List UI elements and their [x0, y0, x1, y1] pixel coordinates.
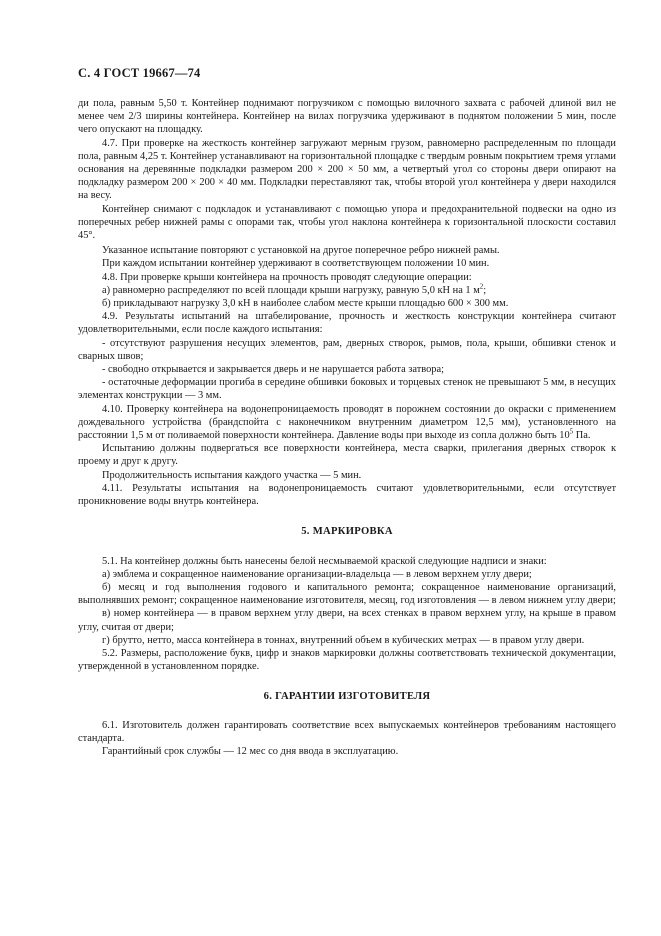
paragraph-4-10 [78, 403, 616, 443]
paragraph-tilt-test: Контейнер снимают с подкладок и устанавливают с помощью упора и предохранительной подвески на одно из поперечных ребер нижней рамы с опорами так, чтобы угол наклона контейнера к горизонтальной плоскости составил 45°. [78, 203, 616, 242]
paragraph-duration: Продолжительность испытания каждого участка — 5 мин. [102, 469, 362, 481]
paragraph-4-9: 4.9. Результаты испытаний на штабелирование, прочность и жесткость конструкции контейнера считают удовлетворительными, если после каждого испытания: [78, 311, 616, 336]
paragraph-4-8: 4.8. При проверке крыши контейнера на прочность проводят следующие операции: [102, 271, 472, 283]
superscript: 5 [569, 427, 574, 436]
paragraph-surfaces: Испытанию должны подвергаться все поверхности контейнера, места сварки, прилегания дверных створок к проему и друг к другу. [78, 443, 616, 468]
section-heading-marking: 5. МАРКИРОВКА [301, 526, 393, 538]
list-item-deformation: - остаточные деформации прогиба в середине обшивки боковых и торцевых стенок не превышают 5 мм, в несущих элементах конструкции — 3 мм. [78, 377, 616, 402]
section-heading-warranty: 6. ГАРАНТИИ ИЗГОТОВИТЕЛЯ [263, 691, 431, 703]
list-item-door-opens: - свободно открывается и закрывается дверь и не нарушается работа затвора; [102, 364, 444, 376]
paragraph-5-2: 5.2. Размеры, расположение букв, цифр и знаков маркировки должны соответствовать технической документации, утвержденной в установленном порядке. [78, 647, 616, 673]
paragraph-4-8-b: б) прикладывают нагрузку 3,0 кН в наиболее слабом месте крыши площадью 600 × 300 мм. [102, 298, 509, 310]
text-run: 4.10. Проверку контейнера на водонепроницаемость проводят в порожнем состоянии до окраски с применением дождевального устройства (брандспойта с наконечником внутренним диаметром 12,5 мм), установленного на расстоянии 1,5 м от поливаемой поверхности контейнера. Давление воды при выходе из сопла должно быть 10 [78, 403, 616, 442]
paragraph-4-8-a [78, 284, 616, 297]
list-item-5-1-a: а) эмблема и сокращенное наименование организации-владельца — в левом верхнем углу двери; [102, 568, 532, 580]
paragraph-6-1: 6.1. Изготовитель должен гарантировать соответствие всех выпускаемых контейнеров требованиям настоящего стандарта. [78, 719, 616, 744]
list-item-5-1-b: б) месяц и год выполнения годового и капитального ремонта; сокращенное наименование организаций, выполнявших ремонт; сокращенное наименование изготовителя, месяц, год изготовления — в левом нижнем углу двери; [78, 581, 616, 607]
paragraph-repeat-test: Указанное испытание повторяют с установкой на другое поперечное ребро нижней рамы. [102, 245, 500, 257]
running-header: С. 4 ГОСТ 19667—74 [78, 66, 201, 80]
paragraph-4-7: 4.7. При проверке на жесткость контейнер загружают мерным грузом, равномерно распределенным по площади пола, равным 4,25 т. Контейнер устанавливают на горизонтальной площадке с твердым ровным покрытием тремя углами основания на деревянные подкладки размером 200 × 200 × 50 мм, а четвертый угол со стороны двери опирают на подкладку размером 200 × 200 × 40 мм. Подкладки переставляют так, чтобы второй угол контейнера у двери находился на весу. [78, 137, 616, 202]
text-run: Па. [573, 430, 591, 442]
text-run: ; [483, 284, 487, 296]
paragraph-5-1: 5.1. На контейнер должны быть нанесены белой несмываемой краской следующие надписи и знаки: [102, 555, 547, 567]
body-text [78, 97, 616, 758]
paragraph-continuation: ди пола, равным 5,50 т. Контейнер поднимают погрузчиком с помощью вилочного захвата с рабочей длиной вил не менее чем 2/3 ширины контейнера. Контейнер на вилах погрузчика удерживают в поднятом положении 5 мин, после чего опускают на площадку. [78, 98, 616, 136]
list-item-no-damage: - отсутствуют разрушения несущих элементов, рам, дверных створок, рымов, пола, крыши, обшивки стенок и сварных швов; [78, 337, 616, 362]
paragraph-hold-time: При каждом испытании контейнер удерживают в соответствующем положении 10 мин. [102, 258, 490, 270]
paragraph-warranty-period: Гарантийный срок службы — 12 мес со дня ввода в эксплуатацию. [102, 745, 399, 757]
superscript: 2 [479, 282, 484, 291]
list-item-5-1-c: в) номер контейнера — в правом верхнем углу двери, на всех стенках в правом верхнем углу, на крыше в правом углу, считая от двери; [78, 608, 616, 633]
text-run: а) равномерно распределяют по всей площади крыши нагрузку, равную 5,0 кН на 1 м [102, 284, 480, 296]
paragraph-4-11: 4.11. Результаты испытания на водонепроницаемость считают удовлетворительными, если отсутствует проникновение воды внутрь контейнера. [78, 482, 616, 508]
list-item-5-1-d: г) брутто, нетто, масса контейнера в тоннах, внутренний объем в кубических метрах — в правом углу двери. [102, 634, 585, 646]
